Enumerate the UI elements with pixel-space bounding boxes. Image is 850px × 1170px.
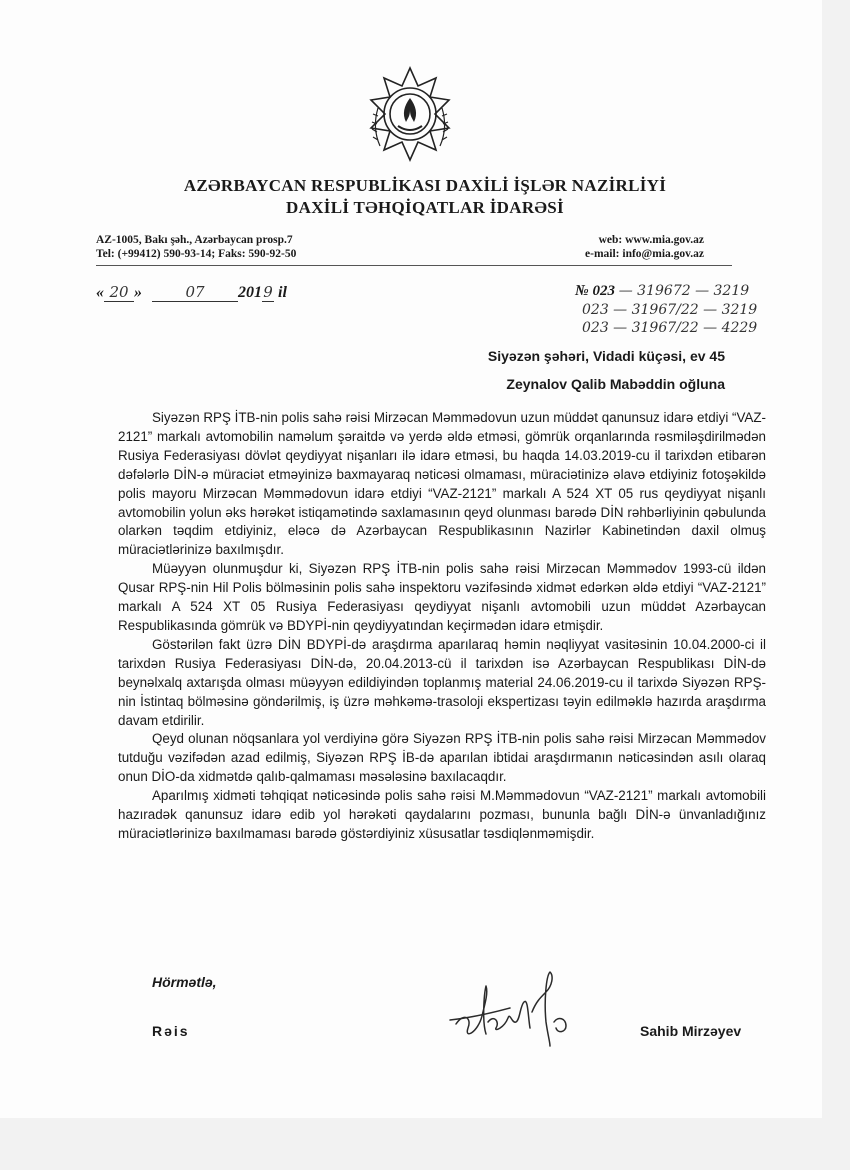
date-il: il bbox=[278, 284, 287, 301]
registration-prefix: № 023 bbox=[575, 283, 615, 299]
postal-address: AZ-1005, Bakı şəh., Azərbaycan prosp.7 bbox=[96, 234, 293, 246]
body-paragraph: Aparılmış xidməti təhqiqat nəticəsində polis sahə rəisi M.Məmmədovun “VAZ-2121” markalı avtomobili hazıradək qanunsuz idarə edib yol hərəkəti qaydalarını pozması, bununla bağlı DİN-ə ünvanladığınız müraciətlərinizə baxılmaması barədə göstərdiyiniz xüsusatlar təsdiqlənməmişdir. bbox=[118, 788, 766, 841]
body-paragraph: Qeyd olunan nöqsanlara yol verdiyinə görə Siyəzən RPŞ İTB-nin polis sahə rəisi Mirzəcan Məmmədov tutduğu vəzifədən azad edilmiş, Siyəzən RPŞ İB-də aparılan ibtidai araşdırmanın nəticəsindən asılı olaraq onun DİO-da xidmətdə qalıb-qalmaması məsələsinə baxılacaqdır. bbox=[118, 731, 766, 785]
header-divider bbox=[96, 265, 732, 266]
signature-icon bbox=[448, 962, 588, 1052]
website: web: www.mia.gov.az bbox=[598, 234, 704, 246]
department-title: DAXİLİ TƏHQİQATLAR İDARƏSİ bbox=[286, 198, 564, 217]
contact-address bbox=[96, 233, 296, 261]
date-month: 07 bbox=[152, 283, 238, 302]
body-paragraph: Siyəzən RPŞ İTB-nin polis sahə rəisi Mirzəcan Məmmədovun uzun müddət qanunsuz idarə etdiyi “VAZ-2121” markalı avtomobilin naməlum şəraitdə və yerdə əldə etməsi, gömrük orqanlarında rəsmiləşdirilmədən Rusiya Federasiyası dövlət qeydiyyat nişanları ilə idarə etməsi, bu haqda 14.03.2019-cu il tarixdən etibarən dəfələrlə DİN-ə müraciət etməyinizə baxmayaraq nəticəsi olmaması, müraciətinizə əlavə etdiyiniz fotoşəkildə polis mayoru Mirzəcan Məmmədovun idarə etdiyi “VAZ-2121” markalı A 524 XT 05 rus qeydiyyat nişanlı avtomobilin yolun əks hərəkət istiqamətində saxlamasının qeyd olunması barədə DİN rəhbərliyinin qəbulunda olarkən təqdim etdiyiniz, eləcə də Azərbaycan Respublikasının Nazirlər Kabinetindən daxil olmuş müraciətlərinizə baxılmışdır. bbox=[118, 410, 766, 558]
contact-web bbox=[585, 233, 704, 261]
closing-regards: Hörmətlə, bbox=[152, 974, 217, 990]
date-year-suffix: 9 bbox=[263, 283, 273, 301]
recipient-address: Siyəzən şəhəri, Vidadi küçəsi, ev 45 bbox=[487, 348, 725, 364]
body-paragraph: Müəyyən olunmuşdur ki, Siyəzən RPŞ İTB-nin polis sahə rəisi Mirzəcan Məmmədov 1993-cü ildən Qusar RPŞ-nin Hil Polis bölməsinin polis sahə inspektoru vəzifəsində xidmət edərkən əldə etdiyi “VAZ-2121” markalı A 524 XT 05 Rusiya Federasiyası qeydiyyat nişanlı avtomobili uzun müddət Azərbaycan Respublikasında gömrük və BDYPİ-nin qeydiyyatından keçirmədən idarə etmişdir. bbox=[118, 561, 766, 633]
signer-name: Sahib Mirzəyev bbox=[640, 1023, 742, 1039]
email: e-mail: info@mia.gov.az bbox=[585, 248, 704, 260]
letter-body bbox=[118, 409, 766, 844]
signer-position: Rəis bbox=[152, 1023, 190, 1039]
registration-number bbox=[575, 283, 749, 300]
ministry-title: AZƏRBAYCAN RESPUBLİKASI DAXİLİ İŞLƏR NAZİRLİYİ bbox=[183, 176, 667, 195]
date-day: 20 bbox=[104, 283, 134, 302]
body-paragraph: Göstərilən fakt üzrə DİN BDYPİ-də araşdırma aparılaraq həmin nəqliyyat vasitəsinin 10.04.2000-ci il tarixdən Rusiya Federasiyası DİN-də, 20.04.2013-cü il tarixdən isə Azərbaycan Respublikası DİN-də beynəlxalq axtarışda olması müəyyən edildiyindən toplanmış material 24.06.2019-cu il tarixdə Siyəzən RPŞ-nin İstintaq bölməsinə göndərilmiş, iş üzrə məhkəmə-trasoloji ekspertizası təyin edilməklə hazırda araşdırma davam etdirilir. bbox=[118, 636, 766, 728]
registration-line3: 023 — 31967/22 — 4229 bbox=[582, 320, 758, 336]
registration-line1: — 319672 — 3219 bbox=[618, 283, 750, 299]
letter-date: « 20 » 07 2019 il bbox=[96, 283, 287, 301]
recipient-name: Zeynalov Qalib Mabəddin oğluna bbox=[506, 376, 725, 392]
phone-fax: Tel: (+99412) 590-93-14; Faks: 590-92-50 bbox=[96, 248, 297, 260]
registration-line2: 023 — 31967/22 — 3219 bbox=[582, 302, 758, 318]
coat-of-arms-icon bbox=[358, 62, 462, 166]
date-year-prefix: 201 bbox=[238, 284, 262, 301]
